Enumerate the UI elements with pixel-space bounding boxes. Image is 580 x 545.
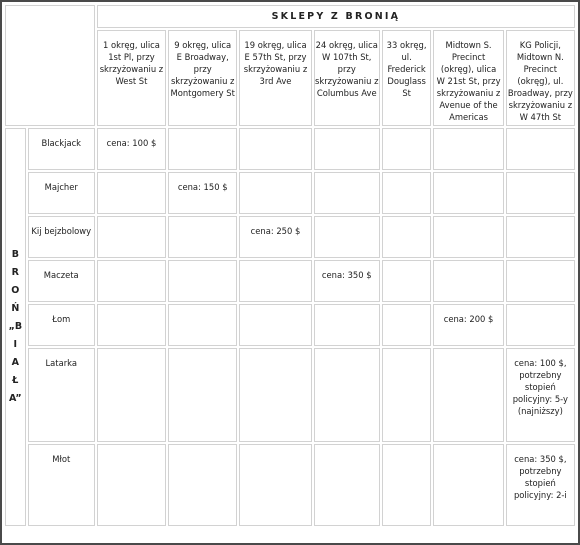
empty-cell [314,304,380,346]
store-header-line: St [402,88,411,98]
store-header-line: skrzyżowaniu z [314,76,379,86]
store-header-4 [314,30,380,126]
weapon-category-label [5,128,26,526]
empty-cell [433,216,503,258]
store-header-line: Avenue of the [439,100,498,110]
empty-cell [168,348,237,442]
price-cell [506,444,575,526]
store-header-line: Montgomery St [170,88,235,98]
store-header-line: E 57th St, przy [244,52,307,62]
store-header-line: Columbus Ave [316,88,377,98]
weapon-name: Młot [28,444,95,526]
empty-cell [314,348,380,442]
weapon-name: Blackjack [28,128,95,170]
category-letter: I [13,339,18,350]
store-header-line: W 107th St, [322,52,372,62]
empty-cell [168,128,237,170]
empty-cell [382,304,432,346]
store-header-line: skrzyżowaniu z [243,64,308,74]
empty-cell [97,444,166,526]
price-line: policyjny: 2-i [513,490,567,500]
table-row [5,260,575,302]
empty-cell [239,304,311,346]
empty-cell [382,128,432,170]
price-line: (najniższy) [517,406,563,416]
empty-cell [239,444,311,526]
category-letter: R [11,267,19,278]
category-letter: A” [8,393,22,404]
price-line: policyjny: 5-y [512,394,568,404]
category-letter: O [11,285,20,296]
empty-cell [97,348,166,442]
store-header-line: 24 okręg, ulica [315,40,378,50]
store-header-line: Broadway, przy [507,88,573,98]
store-header-line: W 47th St [519,112,562,122]
empty-cell [433,128,503,170]
empty-cell [382,444,432,526]
category-letter: Ń [11,303,20,314]
store-header-line: Precinct [451,52,486,62]
store-header-line: skrzyżowaniu z [436,88,501,98]
store-header-line: Midtown N. [516,52,564,62]
weapon-shops-table [3,3,577,528]
table-row [5,172,575,214]
category-letter: A [11,357,19,368]
store-header-line: E Broadway, [176,52,229,62]
price-line: cena: 350 $, [514,454,567,464]
empty-cell [168,216,237,258]
category-letter: „B [8,321,23,332]
store-header-line: przy [193,64,212,74]
store-header-line: KG Policji, [519,40,561,50]
price-line: cena: 200 $ [443,314,494,324]
weapon-name: Maczeta [28,260,95,302]
price-cell [97,128,166,170]
price-cell [433,304,503,346]
price-line: stopień [524,478,556,488]
table-row [5,304,575,346]
store-header-line: (okręg), ulica [440,64,497,74]
empty-cell [97,216,166,258]
store-header-line: ul. [401,52,412,62]
empty-cell [382,260,432,302]
table-row [5,216,575,258]
empty-cell [433,444,503,526]
empty-cell [382,172,432,214]
empty-cell [506,304,575,346]
store-header-line: skrzyżowaniu z [508,100,573,110]
empty-cell [506,128,575,170]
price-line: stopień [524,382,556,392]
store-header-7 [506,30,575,126]
weapon-name: Majcher [28,172,95,214]
empty-cell [314,128,380,170]
store-header-line: (okręg), ul. [517,76,564,86]
empty-cell [239,348,311,442]
price-cell [168,172,237,214]
empty-cell [97,172,166,214]
table-row [5,128,575,170]
store-header-5 [382,30,432,126]
store-header-line: przy [337,64,356,74]
store-header-line: Douglass [387,76,426,86]
price-line: cena: 100 $, [514,358,567,368]
table-row [5,444,575,526]
weapon-name: Łom [28,304,95,346]
empty-cell [314,444,380,526]
store-header-line: skrzyżowaniu z [170,76,235,86]
empty-cell [382,348,432,442]
empty-cell [433,172,503,214]
store-header-line: Frederick [387,64,426,74]
price-line: cena: 350 $ [321,270,372,280]
empty-cell [314,216,380,258]
weapon-name: Kij bejzbolowy [28,216,95,258]
price-cell [239,216,311,258]
empty-cell [168,444,237,526]
store-header-line: 1 okręg, ulica [103,40,160,50]
table-title: SKLEPY Z BRONIĄ [97,5,575,28]
store-header-line: 33 okręg, [386,40,427,50]
empty-cell [239,172,311,214]
store-header-3 [239,30,311,126]
store-header-line: West St [115,76,148,86]
store-header-1 [97,30,166,126]
empty-cell [506,216,575,258]
empty-cell [97,260,166,302]
store-header-line: W 21st St, przy [436,76,501,86]
empty-cell [506,172,575,214]
empty-cell [382,216,432,258]
store-header-line: 3rd Ave [259,76,292,86]
price-line: cena: 250 $ [250,226,301,236]
weapon-name: Latarka [28,348,95,442]
category-letter: Ł [12,375,19,386]
store-header-line: 9 okręg, ulica [174,40,232,50]
empty-cell [239,260,311,302]
price-line: potrzebny [519,466,562,476]
empty-cell [433,260,503,302]
empty-cell [314,172,380,214]
empty-cell [239,128,311,170]
empty-cell [433,348,503,442]
store-header-line: 1st Pl, przy [108,52,155,62]
store-header-line: skrzyżowaniu z [99,64,164,74]
table-row [5,348,575,442]
corner-cell [5,5,95,126]
empty-cell [506,260,575,302]
empty-cell [168,260,237,302]
store-header-line: 19 okręg, ulica [244,40,307,50]
store-header-line: Midtown S. [445,40,492,50]
price-line: potrzebny [519,370,562,380]
price-cell [506,348,575,442]
price-line: cena: 150 $ [177,182,228,192]
store-header-2 [168,30,237,126]
empty-cell [97,304,166,346]
empty-cell [168,304,237,346]
store-header-6 [433,30,503,126]
price-line: cena: 100 $ [106,138,157,148]
store-header-line: Precinct [523,64,558,74]
store-header-line: Americas [449,112,489,122]
price-cell [314,260,380,302]
category-letter: B [11,249,19,260]
